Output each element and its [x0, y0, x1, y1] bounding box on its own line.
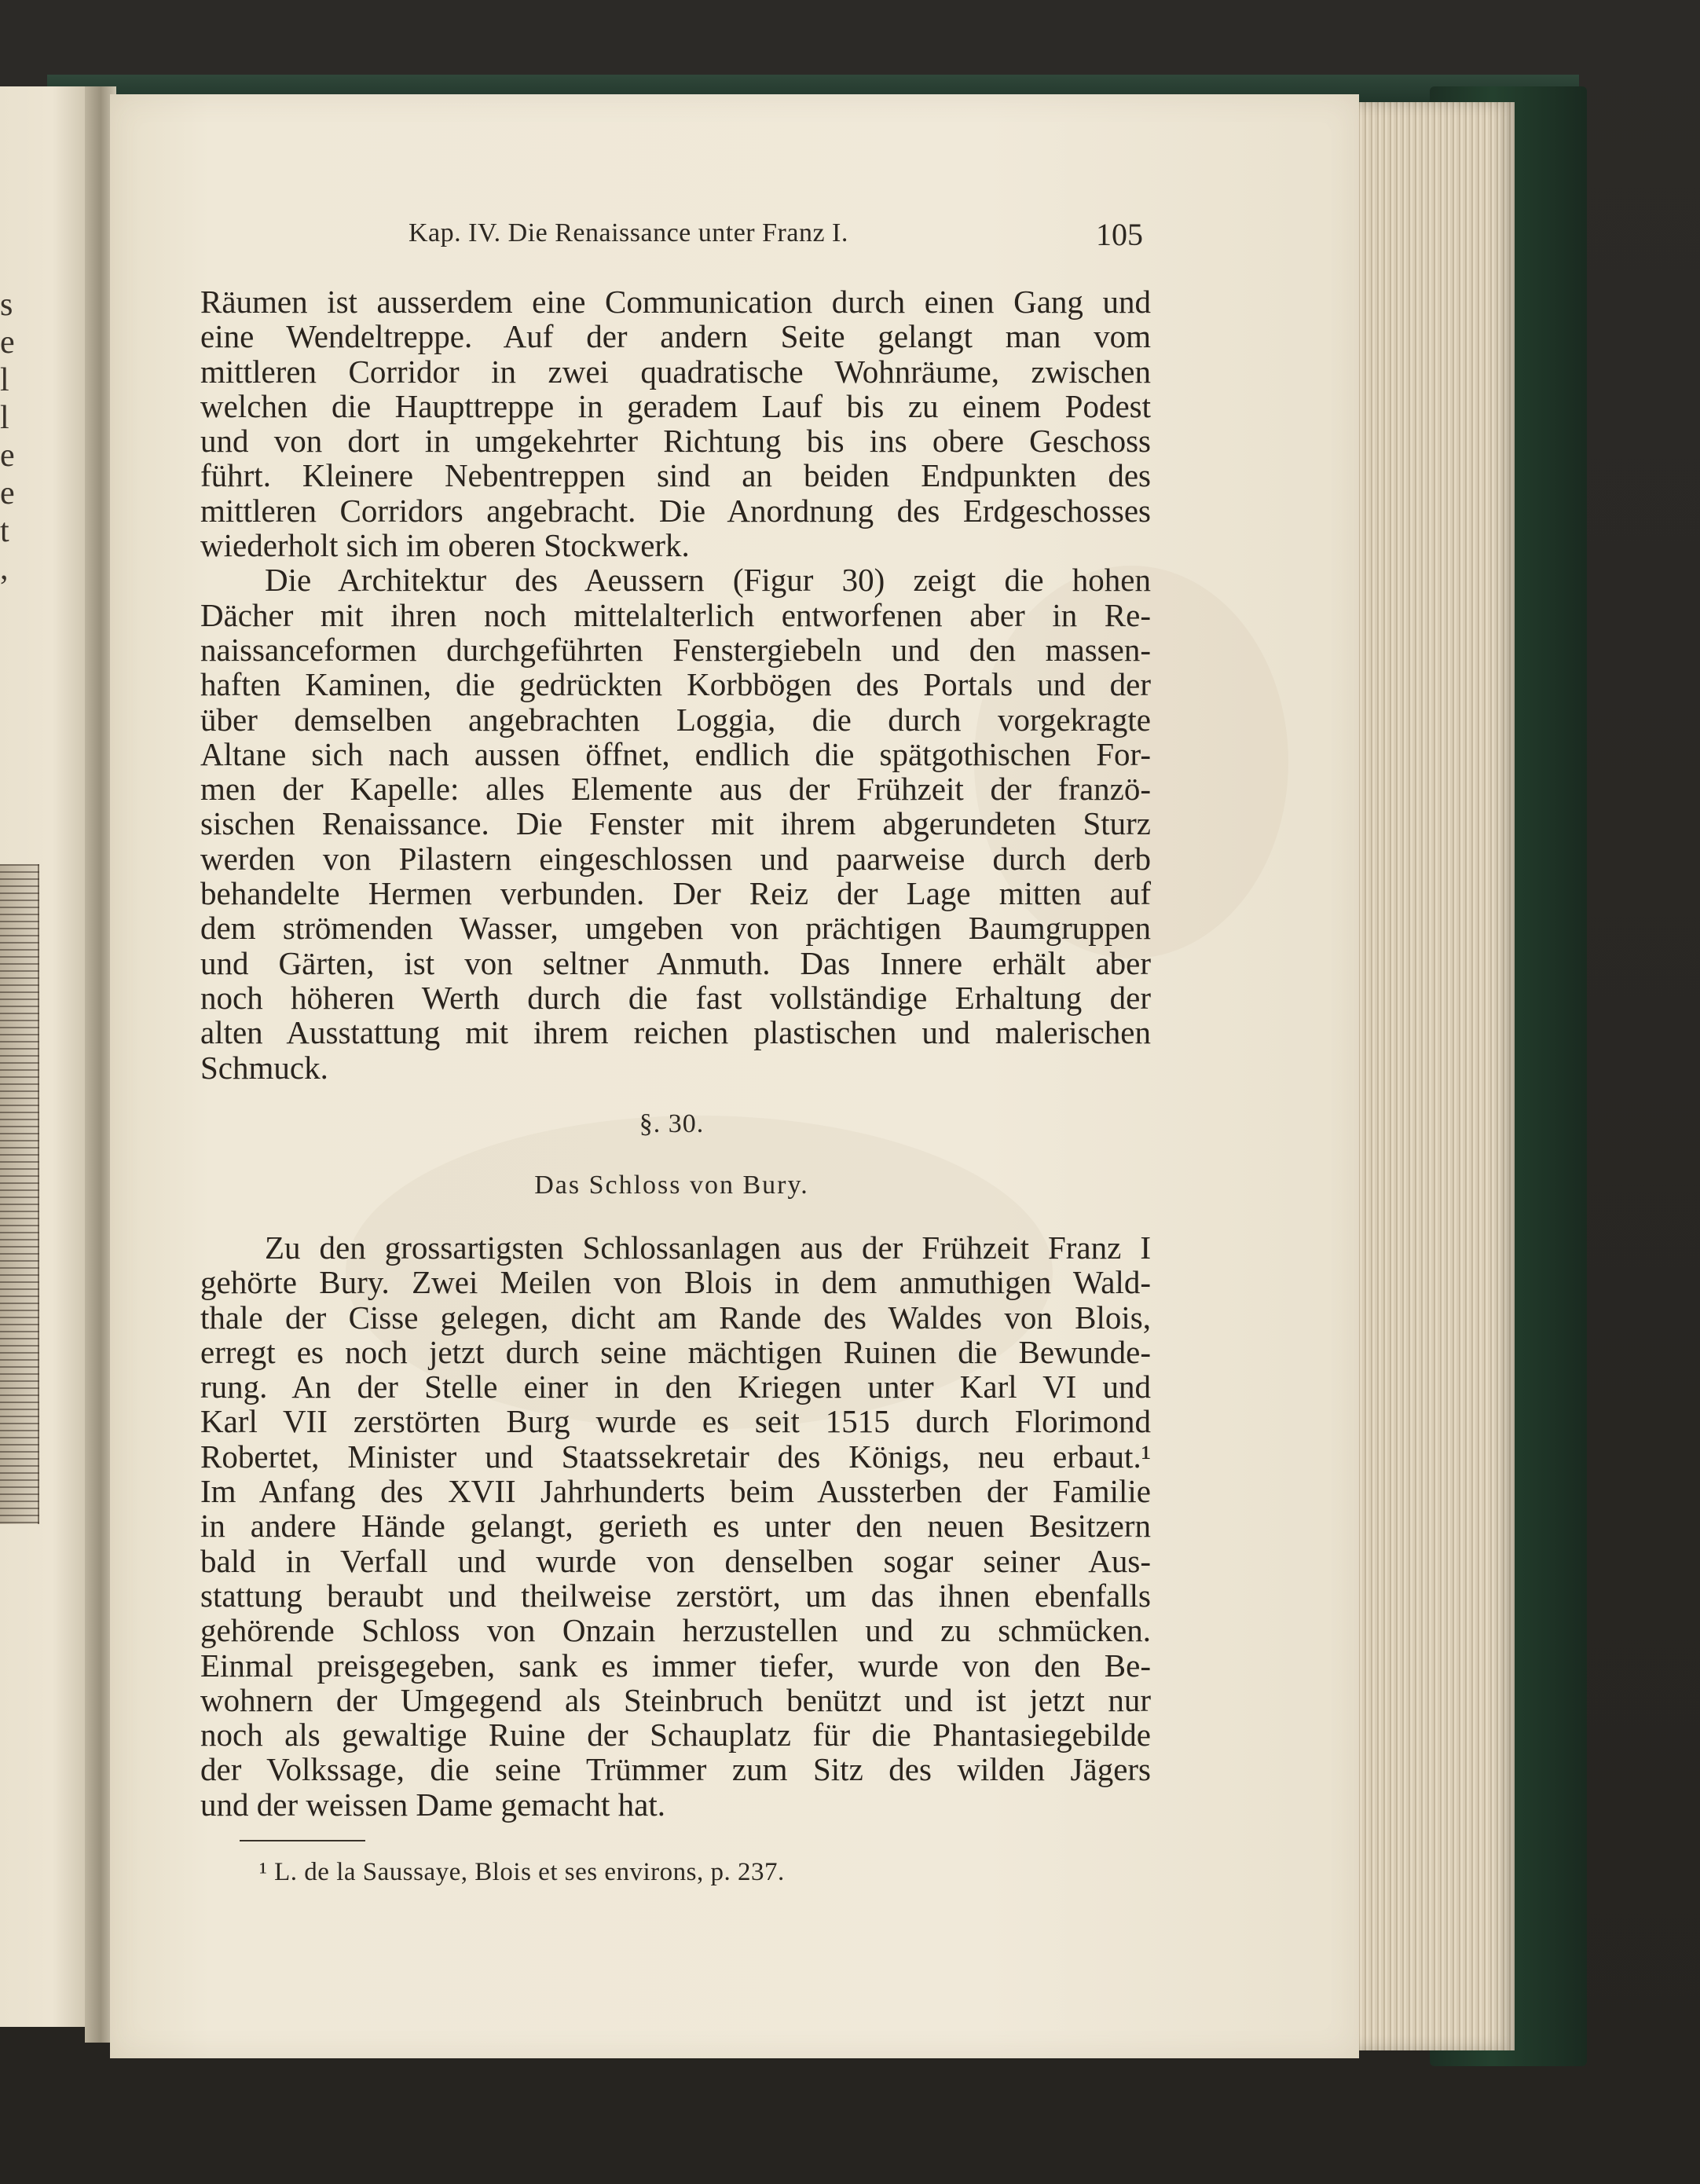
text-line: Im Anfang des XVII Jahrhunderts beim Aussterben der Familie — [200, 1473, 1151, 1510]
text-line: Karl VII zerstörten Burg wurde es seit 1515 durch Florimond — [200, 1403, 1151, 1440]
text-line: und der weissen Dame gemacht hat. — [200, 1786, 666, 1823]
text-line: sischen Renaissance. Die Fenster mit ihrem abgerundeten Sturz — [200, 805, 1151, 842]
text-line: mittleren Corridor in zwei quadratische Wohnräume, zwischen — [200, 353, 1151, 390]
text-line: welchen die Haupttreppe in geradem Lauf bis zu einem Podest — [200, 387, 1151, 424]
section-title: Das Schloss von Bury. — [534, 1171, 809, 1200]
text-line: eine Wendeltreppe. Auf der andern Seite gelangt man vom — [200, 318, 1151, 355]
text-line: der Volkssage, die seine Trümmer zum Sitz des wilden Jägers — [200, 1751, 1151, 1788]
text-line: wiederholt sich im oberen Stockwerk. — [200, 527, 690, 564]
text-line: gehörte Bury. Zwei Meilen von Blois in dem anmuthigen Wald- — [200, 1264, 1151, 1301]
text-line: führt. Kleinere Nebentreppen sind an beiden Endpunkten des — [200, 457, 1151, 494]
page-edges — [1350, 102, 1515, 2050]
text-line: naissanceformen durchgeführten Fenstergiebeln und den massen- — [200, 631, 1151, 668]
left-page-fragment: e — [0, 475, 15, 511]
text-line: behandelte Hermen verbunden. Der Reiz der Lage mitten auf — [200, 875, 1151, 912]
text-line: Zu den grossartigsten Schlossanlagen aus der Frühzeit Franz I — [265, 1229, 1151, 1266]
running-head: Kap. IV. Die Renaissance unter Franz I. — [409, 218, 848, 247]
text-line: werden von Pilastern eingeschlossen und paarweise durch derb — [200, 840, 1151, 877]
footnote: ¹ L. de la Saussaye, Blois et ses environs, p. 237. — [259, 1858, 785, 1886]
text-line: dem strömenden Wasser, umgeben von prächtigen Baumgruppen — [200, 910, 1151, 947]
left-page-fragment: e — [0, 438, 15, 474]
section-number: §. 30. — [639, 1109, 705, 1138]
left-page-fragment: l — [0, 400, 9, 436]
left-page-fragment: e — [0, 324, 15, 361]
text-line: wohnern der Umgegend als Steinbruch benützt und ist jetzt nur — [200, 1681, 1151, 1718]
text-line: Altane sich nach aussen öffnet, endlich die spätgothischen For- — [200, 735, 1151, 772]
body-text-top — [200, 284, 1151, 1085]
page-number: 105 — [1096, 217, 1143, 252]
left-page-fragment: , — [0, 551, 9, 587]
text-line: Räumen ist ausserdem eine Communication durch einen Gang und — [200, 284, 1151, 320]
text-line: rung. An der Stelle einer in den Kriegen unter Karl VI und — [200, 1369, 1151, 1405]
left-page — [0, 86, 88, 2027]
text-line: und von dort in umgekehrter Richtung bis ins obere Geschoss — [200, 423, 1151, 460]
text-line: stattung beraubt und theilweise zerstört, um das ihnen ebenfalls — [200, 1577, 1151, 1614]
left-page-fragment: t — [0, 513, 9, 549]
text-line: Die Architektur des Aeussern (Figur 30) zeigt die hohen — [265, 562, 1151, 599]
text-line: Dächer mit ihren noch mittelalterlich entworfenen aber in Re- — [200, 596, 1151, 633]
text-line: thale der Cisse gelegen, dicht am Rande des Waldes von Blois, — [200, 1299, 1151, 1336]
text-line: noch als gewaltige Ruine der Schauplatz für die Phantasiegebilde — [200, 1717, 1151, 1753]
text-line: noch höheren Werth durch die fast vollständige Erhaltung der — [200, 979, 1151, 1016]
text-line: Schmuck. — [200, 1049, 328, 1086]
left-page-fragment: s — [0, 287, 13, 323]
text-line: haften Kaminen, die gedrückten Korbbögen des Portals und der — [200, 666, 1151, 703]
body-text-bottom — [200, 1230, 1151, 1822]
text-line: bald in Verfall und wurde von denselben sogar seiner Aus- — [200, 1542, 1151, 1579]
text-line: alten Ausstattung mit ihrem reichen plastischen und malerischen — [200, 1014, 1151, 1051]
text-line: über demselben angebrachten Loggia, die durch vorgekragte — [200, 701, 1151, 738]
text-line: in andere Hände gelangt, gerieth es unter den neuen Besitzern — [200, 1508, 1151, 1545]
text-line: Einmal preisgegeben, sank es immer tiefer, wurde von den Be- — [200, 1647, 1151, 1684]
left-page-fragment: l — [0, 362, 9, 398]
text-line: Robertet, Minister und Staatssekretair des Königs, neu erbaut.¹ — [200, 1438, 1151, 1475]
text-line: gehörende Schloss von Onzain herzustellen und zu schmücken. — [200, 1612, 1151, 1649]
text-line: men der Kapelle: alles Elemente aus der Frühzeit der franzö- — [200, 771, 1151, 808]
text-line: erregt es noch jetzt durch seine mächtigen Ruinen die Bewunde- — [200, 1333, 1151, 1370]
text-line: und Gärten, ist von seltner Anmuth. Das Innere erhält aber — [200, 944, 1151, 981]
text-line: mittleren Corridors angebracht. Die Anordnung des Erdgeschosses — [200, 492, 1151, 529]
footnote-rule — [240, 1840, 365, 1841]
